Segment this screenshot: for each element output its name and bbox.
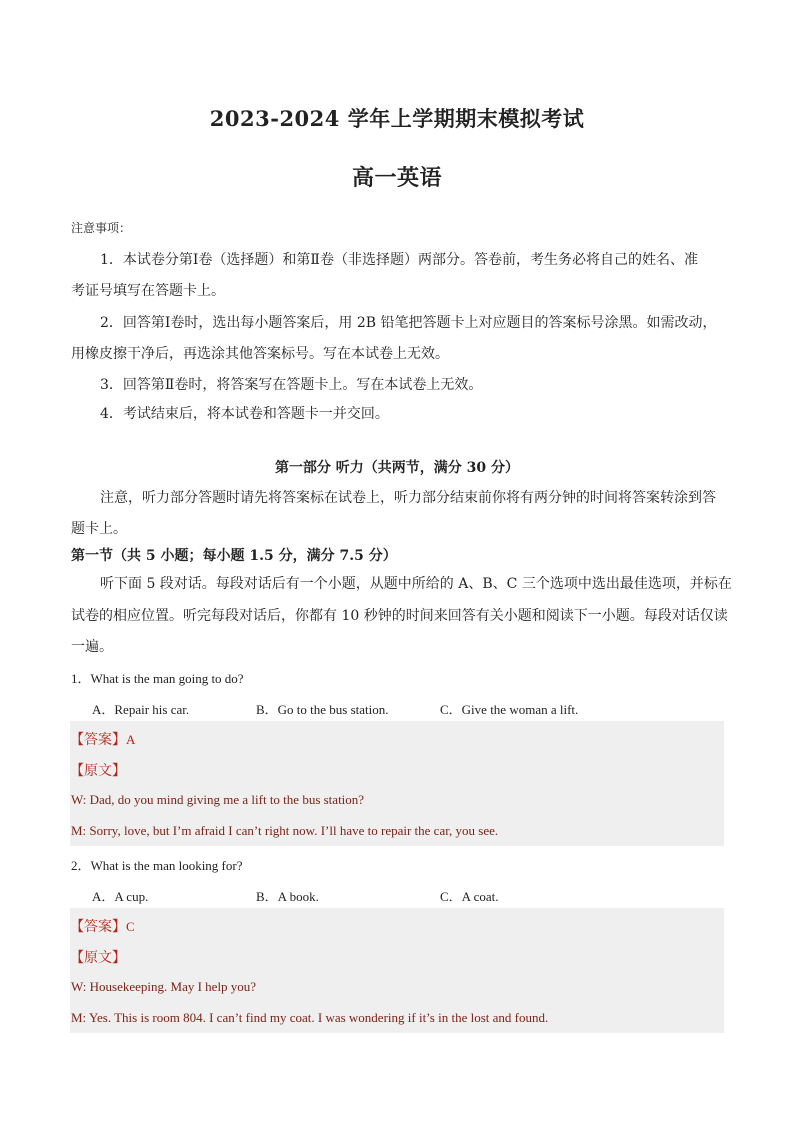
question-2-script-label: 【原文】 xyxy=(70,950,126,966)
notice-item-3: 3．回答第Ⅱ卷时，将答案写在答题卡上。写在本试卷上无效。 xyxy=(100,377,483,393)
question-2-option-c: C．A coat. xyxy=(440,889,499,904)
question-1-answer xyxy=(70,729,135,749)
listening-note-line-1: 注意，听力部分答题时请先将答案标在试卷上，听力部分结束前你将有两分钟的时间将答案转涂到答 xyxy=(100,490,716,506)
notice-item-1-line-2: 考证号填写在答题卡上。 xyxy=(71,283,225,299)
question-1-stem: 1．What is the man going to do? xyxy=(71,671,244,686)
section-1-heading: 第一节（共 5 小题；每小题 1.5 分，满分 7.5 分） xyxy=(71,548,397,564)
question-2-option-a: A．A cup. xyxy=(92,889,149,904)
answer-value: C xyxy=(126,919,135,934)
answer-value: A xyxy=(126,732,136,747)
answer-label: 【答案】 xyxy=(70,919,126,935)
question-2-option-b: B．A book. xyxy=(256,889,319,904)
answer-label: 【答案】 xyxy=(70,732,126,748)
notice-item-2-line-1: 2．回答第Ⅰ卷时，选出每小题答案后，用 2B 铅笔把答题卡上对应题目的答案标号涂黑。如需改动， xyxy=(100,315,717,331)
question-2-stem: 2．What is the man looking for? xyxy=(71,858,243,873)
question-1-script-line-m: M: Sorry, love, but I’m afraid I can’t right now. I’ll have to repair the car, you see. xyxy=(71,823,499,838)
question-2-answer xyxy=(70,916,135,936)
question-1-script-line-w: W: Dad, do you mind giving me a lift to the bus station? xyxy=(71,792,365,807)
subject-title: 高一英语 xyxy=(351,165,442,191)
question-1-script-label: 【原文】 xyxy=(70,763,126,779)
section-1-instruction-line-2: 试卷的相应位置。听完每段对话后，你都有 10 秒钟的时间来回答有关小题和阅读下一小题。每段对话仅读 xyxy=(71,608,728,624)
section-1-instruction-line-1: 听下面 5 段对话。每段对话后有一个小题，从题中所给的 A、B、C 三个选项中选出最佳选项，并标在 xyxy=(100,576,732,592)
exam-title: 2023-2024 学年上学期期末模拟考试 xyxy=(209,106,585,131)
notice-item-1-line-1: 1．本试卷分第Ⅰ卷（选择题）和第Ⅱ卷（非选择题）两部分。答卷前，考生务必将自己的姓名、准 xyxy=(100,252,698,268)
listening-note-line-2: 题卡上。 xyxy=(71,521,127,537)
question-1-option-b: B．Go to the bus station. xyxy=(256,702,389,717)
notice-item-2-line-2: 用橡皮擦干净后，再选涂其他答案标号。写在本试卷上无效。 xyxy=(71,346,449,362)
question-2-script-line-w: W: Housekeeping. May I help you? xyxy=(71,979,257,994)
section-1-instruction-line-3: 一遍。 xyxy=(71,639,113,655)
notice-item-4: 4．考试结束后，将本试卷和答题卡一并交回。 xyxy=(100,406,389,422)
notice-heading: 注意事项： xyxy=(71,221,132,235)
question-1-option-c: C．Give the woman a lift. xyxy=(440,702,579,717)
question-2-script-line-m: M: Yes. This is room 804. I can’t find my coat. I was wondering if it’s in the lost and found. xyxy=(71,1010,549,1025)
part-1-heading: 第一部分 听力（共两节，满分 30 分） xyxy=(274,460,520,476)
question-1-option-a: A．Repair his car. xyxy=(92,702,190,717)
